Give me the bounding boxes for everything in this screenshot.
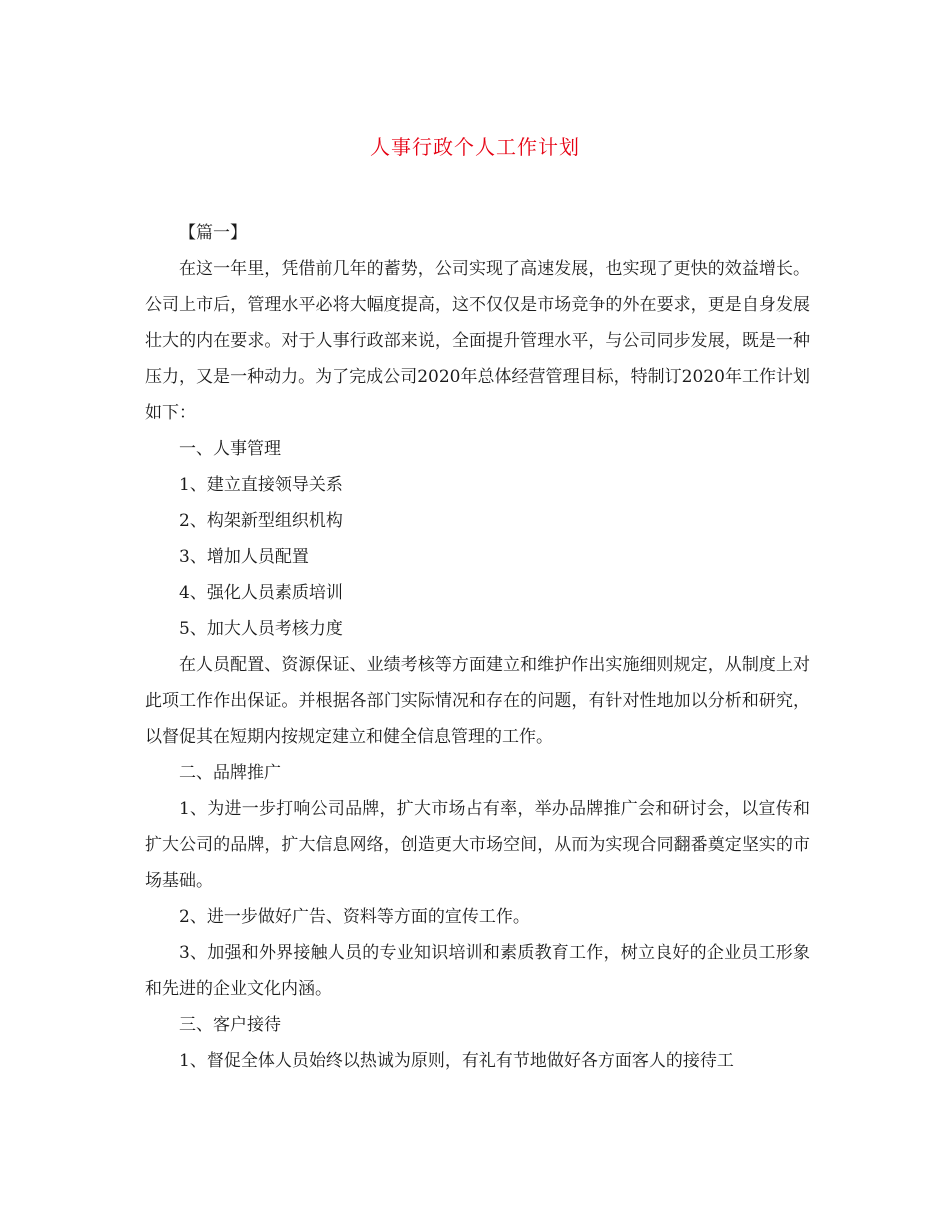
section-heading-personnel: 一、人事管理: [179, 439, 281, 459]
list-item: 3、加强和外界接触人员的专业知识培训和素质教育工作，树立良好的企业员工形象和先进的企业文化内涵。: [145, 943, 810, 999]
list-item: 5、加大人员考核力度: [179, 619, 343, 639]
intro-paragraph: 在这一年里，凭借前几年的蓄势，公司实现了高速发展，也实现了更快的效益增长。公司上市后，管理水平必将大幅度提高，这不仅仅是市场竞争的外在要求，更是自身发展壮大的内在要求。对于人事行政部来说，全面提升管理水平，与公司同步发展，既是一种压力，又是一种动力。为了完成公司2020年总体经营管理目标，特制订2020年工作计划如下：: [145, 259, 810, 423]
section-heading-brand: 二、品牌推广: [179, 763, 281, 783]
list-item: 1、为进一步打响公司品牌，扩大市场占有率，举办品牌推广会和研讨会，以宣传和扩大公司的品牌，扩大信息网络，创造更大市场空间，从而为实现合同翻番奠定坚实的市场基础。: [145, 799, 810, 891]
list-item: 1、督促全体人员始终以热诚为原则，有礼有节地做好各方面客人的接待工: [179, 1051, 734, 1071]
body-paragraph: 在人员配置、资源保证、业绩考核等方面建立和维护作出实施细则规定，从制度上对此项工作作出保证。并根据各部门实际情况和存在的问题，有针对性地加以分析和研究，以督促其在短期内按规定建立和健全信息管理的工作。: [145, 655, 810, 747]
list-item: 3、增加人员配置: [179, 547, 309, 567]
list-item: 1、建立直接领导关系: [179, 475, 343, 495]
section-heading-reception: 三、客户接待: [179, 1015, 281, 1035]
list-item: 2、构架新型组织机构: [179, 511, 343, 531]
document-title: 人事行政个人工作计划: [370, 135, 580, 159]
list-item: 4、强化人员素质培训: [179, 583, 343, 603]
section-marker: 【篇一】: [179, 223, 247, 243]
document-body: [145, 215, 810, 1079]
list-item: 2、进一步做好广告、资料等方面的宣传工作。: [179, 907, 530, 927]
